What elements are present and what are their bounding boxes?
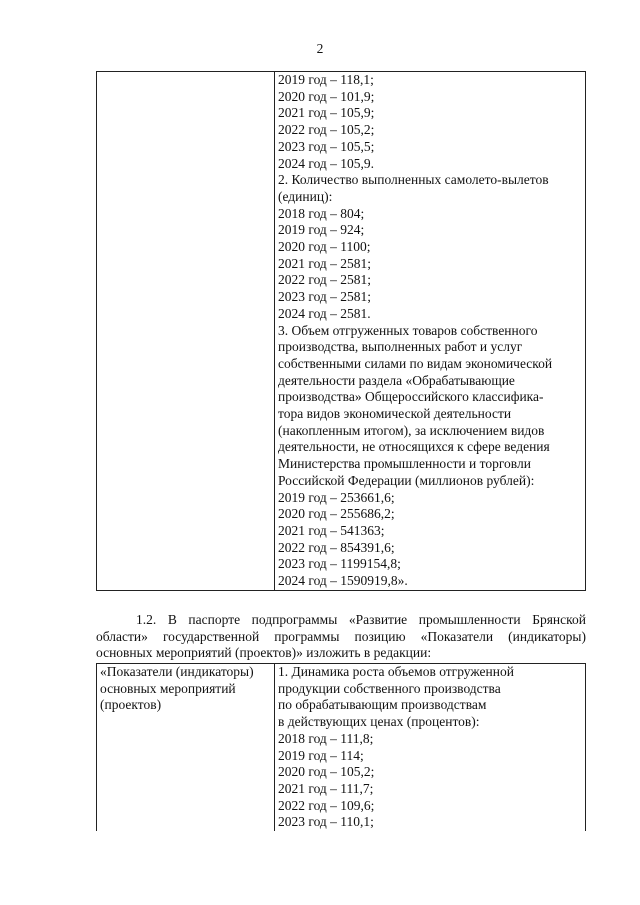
- table-cell-label: [97, 664, 275, 832]
- text-line: 2023 год – 105,5;: [278, 138, 375, 154]
- text-line: 2023 год – 110,1;: [278, 814, 374, 830]
- text-line: 2021 год – 541363;: [278, 522, 385, 538]
- text-line: (накопленным итогом), за исключением видов: [278, 422, 545, 438]
- text-line: 2021 год – 111,7;: [278, 780, 374, 796]
- text-line: 2019 год – 114;: [278, 747, 364, 763]
- text-line: продукции собственного производства: [278, 680, 501, 696]
- text-line: 2019 год – 924;: [278, 222, 365, 238]
- table-row: [97, 664, 586, 832]
- text-line: 2021 год – 2581;: [278, 255, 372, 271]
- text-line: 2020 год – 105,2;: [278, 764, 375, 780]
- text-line: 2023 год – 2581;: [278, 289, 372, 305]
- text-line: собственными силами по видам экономической: [278, 355, 553, 371]
- text-line: 3. Объем отгруженных товаров собственного: [278, 322, 538, 338]
- text-line: 2021 год – 105,9;: [278, 105, 375, 121]
- text-line: производства, выполненных работ и услуг: [278, 339, 523, 355]
- text-line: 2023 год – 1199154,8;: [278, 556, 401, 572]
- text-line: 2024 год – 105,9.: [278, 155, 375, 171]
- table-cell-indicators: [275, 72, 586, 591]
- text-line: 1. Динамика роста объемов отгруженной: [278, 664, 514, 679]
- table-cell-label: [97, 72, 275, 591]
- text-line: 2018 год – 111,8;: [278, 730, 374, 746]
- text-line: 2020 год – 1100;: [278, 239, 371, 255]
- paragraph-line: основных мероприятий (проектов)» изложить в редакции:: [96, 645, 432, 661]
- text-line: тора видов экономической деятельности: [278, 406, 512, 422]
- text-line: «Показатели (индикаторы): [100, 664, 254, 679]
- text-line: Министерства промышленности и торговли: [278, 456, 531, 472]
- table-row: [97, 72, 586, 591]
- text-line: основных мероприятий: [100, 680, 236, 696]
- text-line: 2022 год – 109,6;: [278, 797, 375, 813]
- text-line: 2022 год – 105,2;: [278, 122, 375, 138]
- text-line: 2018 год – 804;: [278, 205, 365, 221]
- text-line: деятельности раздела «Обрабатывающие: [278, 372, 515, 388]
- text-line: 2024 год – 1590919,8».: [278, 573, 408, 589]
- paragraph-line: 1.2. В паспорте подпрограммы «Развитие промышленности Брянской: [136, 612, 586, 627]
- indicators-table-continued: [96, 71, 586, 591]
- amendment-paragraph: [96, 612, 586, 662]
- text-line: Российской Федерации (миллионов рублей):: [278, 472, 535, 488]
- text-line: 2020 год – 255686,2;: [278, 506, 395, 522]
- text-line: 2019 год – 118,1;: [278, 72, 374, 87]
- paragraph-line: области» государственной программы позицию «Показатели (индикаторы): [96, 628, 586, 644]
- text-line: (единиц):: [278, 188, 333, 204]
- text-line: производства» Общероссийского классифика-: [278, 389, 544, 405]
- indicators-table-new: [96, 663, 586, 831]
- text-line: 2. Количество выполненных самолето-вылетов: [278, 172, 549, 188]
- text-line: 2019 год – 253661,6;: [278, 489, 395, 505]
- text-line: 2022 год – 854391,6;: [278, 539, 395, 555]
- text-line: 2024 год – 2581.: [278, 305, 371, 321]
- table-cell-indicators: [275, 664, 586, 832]
- text-line: 2022 год – 2581;: [278, 272, 372, 288]
- text-line: в действующих ценах (процентов):: [278, 714, 480, 730]
- text-line: по обрабатывающим производствам: [278, 697, 487, 713]
- text-line: 2020 год – 101,9;: [278, 88, 375, 104]
- text-line: деятельности, не относящихся к сфере ведения: [278, 439, 550, 455]
- page-number: 2: [316, 41, 324, 56]
- text-line: (проектов): [100, 697, 162, 713]
